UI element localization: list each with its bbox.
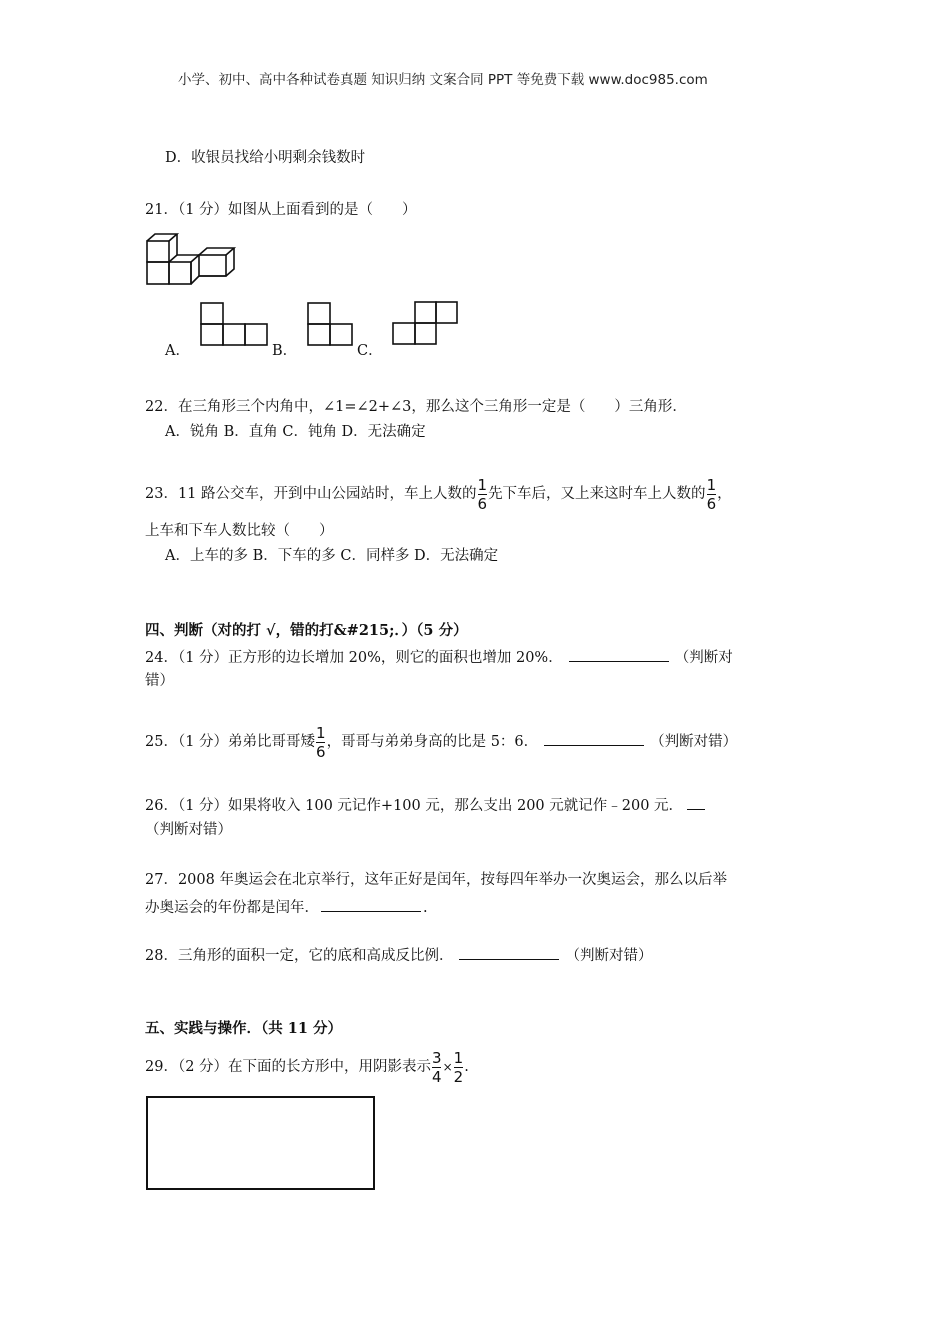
q22-options: A．锐角 B．直角 C．钝角 D．无法确定 bbox=[165, 424, 426, 440]
q23-stem bbox=[145, 474, 732, 514]
q23-fraction-2 bbox=[707, 477, 717, 512]
q27-line2 bbox=[145, 897, 428, 918]
q22-stem: 22．在三角形三个内角中，∠1=∠2+∠3，那么这个三角形一定是（ ）三角形． bbox=[145, 399, 687, 415]
q29-line bbox=[145, 1047, 469, 1087]
q25-part1: 25．（1 分）弟弟比哥哥矮 bbox=[145, 734, 316, 750]
q29-fraction-1 bbox=[432, 1050, 442, 1085]
q25-fraction bbox=[316, 725, 326, 760]
q25-tail: （判断对错） bbox=[650, 734, 738, 750]
q27-answer-blank[interactable] bbox=[321, 897, 421, 912]
q21-cube-figure bbox=[146, 232, 236, 286]
q27-text: 办奥运会的年份都是闰年． bbox=[145, 900, 319, 916]
q29-times: × bbox=[442, 1060, 453, 1074]
page-header: 小学、初中、高中各种试卷真题 知识归纳 文案合同 PPT 等免费下载 www.doc985.com bbox=[178, 72, 708, 88]
q24-tail: （判断对 bbox=[674, 650, 733, 666]
fraction-denominator: 2 bbox=[453, 1067, 464, 1086]
q29-fraction-2 bbox=[454, 1050, 464, 1085]
q28-line bbox=[145, 945, 652, 966]
q29-shading-rectangle[interactable] bbox=[146, 1096, 375, 1190]
fraction-numerator: 3 bbox=[432, 1048, 442, 1067]
q28-text: 28．三角形的面积一定，它的底和高成反比例． bbox=[145, 948, 454, 964]
q21-option-a-figure[interactable] bbox=[200, 302, 268, 346]
q24-line2: 错） bbox=[145, 673, 174, 689]
q23-stem-part1: 23．11 路公交车，开到中山公园站时，车上人数的 bbox=[145, 486, 477, 502]
q25-line bbox=[145, 722, 737, 762]
q21-option-b-label: B． bbox=[272, 343, 298, 359]
q26-line1 bbox=[145, 795, 705, 816]
q21-option-b-figure[interactable] bbox=[307, 302, 353, 346]
q24-line1 bbox=[145, 647, 733, 668]
q23-stem-part3: ， bbox=[717, 486, 732, 502]
fraction-denominator: 6 bbox=[316, 742, 326, 761]
q26-answer-blank[interactable] bbox=[687, 795, 705, 810]
q25-answer-blank[interactable] bbox=[544, 731, 644, 746]
q20-option-d: D．收银员找给小明剩余钱数时 bbox=[165, 150, 366, 166]
fraction-denominator: 6 bbox=[477, 494, 488, 513]
q23-stem-part2: 先下车后，又上来这时车上人数的 bbox=[488, 486, 706, 502]
q29-stem: 29．（2 分）在下面的长方形中，用阴影表示 bbox=[145, 1059, 432, 1075]
section5-title: 五、实践与操作．（共 11 分） bbox=[145, 1020, 343, 1037]
q24-answer-blank[interactable] bbox=[569, 647, 669, 662]
q23-line2: 上车和下车人数比较（ ） bbox=[145, 523, 334, 539]
fraction-denominator: 6 bbox=[706, 494, 717, 513]
q21-option-c-figure[interactable] bbox=[392, 301, 459, 346]
q28-answer-blank[interactable] bbox=[459, 945, 559, 960]
q26-line2: （判断对错） bbox=[145, 822, 232, 838]
fraction-denominator: 4 bbox=[432, 1067, 442, 1086]
q26-text: 26．（1 分）如果将收入 100 元记作+100 元，那么支出 200 元就记作﹣200 元． bbox=[145, 798, 684, 814]
q27-end: . bbox=[423, 900, 428, 916]
q21-option-c-label: C． bbox=[357, 343, 383, 359]
q21-option-a-label: A． bbox=[165, 343, 190, 359]
q25-part2: ，哥哥与弟弟身高的比是 5：6． bbox=[326, 734, 539, 750]
q23-options: A．上车的多 B．下车的多 C．同样多 D．无法确定 bbox=[165, 548, 499, 564]
q28-tail: （判断对错） bbox=[565, 948, 653, 964]
q23-fraction-1 bbox=[478, 477, 488, 512]
q27-line1: 27．2008 年奥运会在北京举行，这年正好是闰年，按每四年举办一次奥运会，那么以后举 bbox=[145, 872, 727, 888]
section4-title: 四、判断（对的打 √，错的打&#215;．）（5 分） bbox=[145, 622, 468, 639]
fraction-numerator: 1 bbox=[316, 723, 326, 742]
fraction-numerator: 1 bbox=[706, 475, 717, 494]
q24-text: 24．（1 分）正方形的边长增加 20%，则它的面积也增加 20%． bbox=[145, 650, 563, 666]
fraction-numerator: 1 bbox=[477, 475, 488, 494]
q29-end: . bbox=[464, 1059, 469, 1075]
fraction-numerator: 1 bbox=[453, 1048, 464, 1067]
q21-stem: 21．（1 分）如图从上面看到的是（ ） bbox=[145, 202, 417, 218]
